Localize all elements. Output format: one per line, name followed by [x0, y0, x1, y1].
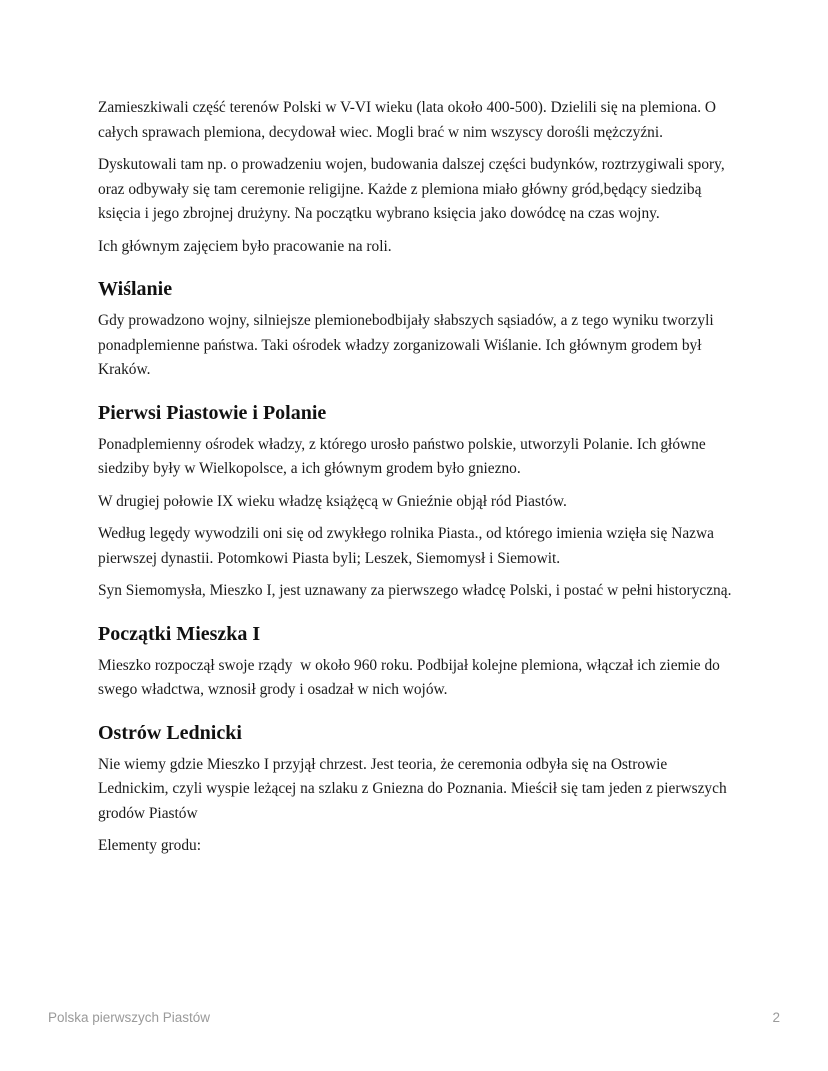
section-heading-ostrow: Ostrów Lednicki [98, 721, 242, 744]
paragraph: Mieszko rozpoczął swoje rządy w około 960 roku. Podbijał kolejne plemiona, włączał ich ziemie do swego władctwa, wznosił grody i osadzał w nich wojów. [98, 656, 724, 698]
paragraph: Dyskutowali tam np. o prowadzeniu wojen, budowania dalszej części budynków, roztrzygiwali spory, oraz odbywały się tam ceremonie religijne. Każde z plemiona miało główny gród,będący siedzibą księcia i jego zbrojnej drużyny. Na początku wybrano księcia jako dowódcę na czas wojny. [98, 156, 729, 222]
footer-document-title: Polska pierwszych Piastów [48, 1010, 211, 1025]
document-body [98, 96, 738, 867]
paragraph: Elementy grodu: [98, 837, 202, 854]
paragraph: Zamieszkiwali część terenów Polski w V-VI wieku (lata około 400-500). Dzielili się na plemiona. O całych sprawach plemiona, decydował wiec. Mogli brać w nim wszyscy dorośli mężczyźni. [98, 99, 720, 141]
paragraph: Ponadplemienny ośrodek władzy, z którego urosło państwo polskie, utworzyli Polanie. Ich główne siedziby były w Wielkopolsce, a ich głównym grodem było gniezno. [98, 435, 710, 477]
paragraph: Ich głównym zajęciem było pracowanie na roli. [98, 237, 392, 255]
paragraph: Gdy prowadzono wojny, silniejsze plemionebodbijały słabszych sąsiadów, a z tego wyniku tworzyli ponadplemienne państwa. Taki ośrodek władzy zorganizowali Wiślanie. Ich głównym grodem był Kraków. [98, 312, 718, 378]
paragraph: Według legędy wywodzili oni się od zwykłego rolnika Piasta., od którego imienia wzięła się Nazwa pierwszej dynastii. Potomkowi Piasta byli; Leszek, Siemomysł i Siemowit. [98, 525, 718, 567]
section-heading-wislanie: Wiślanie [98, 278, 173, 300]
footer-page-number: 2 [772, 1010, 780, 1025]
paragraph: W drugiej połowie IX wieku władzę książęcą w Gnieźnie objął ród Piastów. [98, 492, 567, 510]
paragraph: Nie wiemy gdzie Mieszko I przyjął chrzest. Jest teoria, że ceremonia odbyła się na Ostrowie Lednickim, czyli wyspie leżącej na szlaku z Gniezna do Poznania. Mieścił się tam jeden z pierwszych grodów Piastów [98, 755, 731, 822]
section-heading-piastowie: Pierwsi Piastowie i Polanie [98, 401, 327, 424]
paragraph: Syn Siemomysła, Mieszko I, jest uznawany za pierwszego władcę Polski, i postać w pełni historyczną. [98, 582, 732, 599]
section-heading-mieszko: Początki Mieszka I [98, 622, 261, 645]
